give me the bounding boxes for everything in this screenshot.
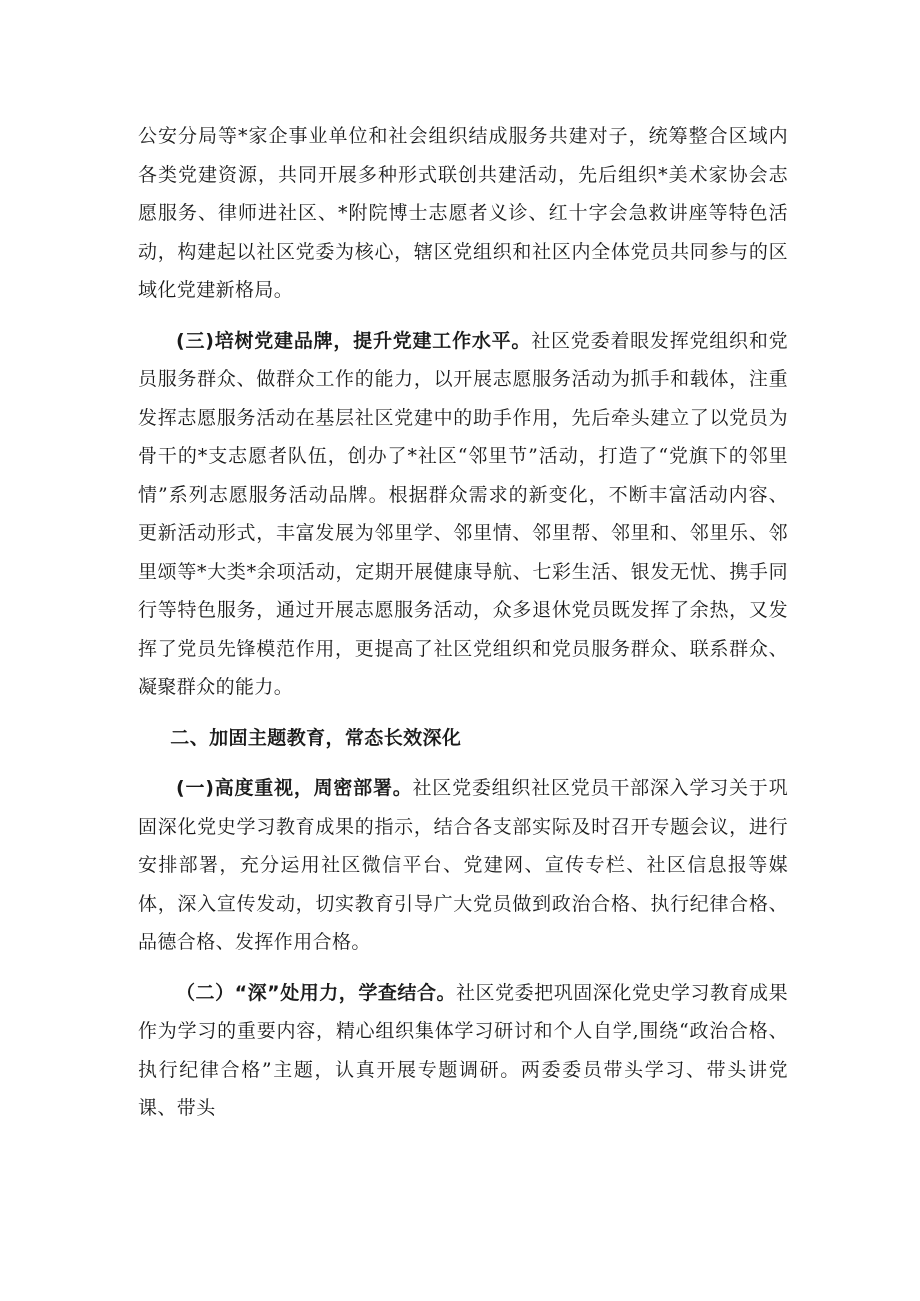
paragraph-study-inspection (138, 974, 788, 1128)
section-heading-theme-education: 二、加固主题教育，常态长效深化 (170, 726, 462, 749)
paragraph-intro (138, 117, 788, 310)
paragraph-brand-building-lead: (三)培树党建品牌，提升党建工作水平。 (176, 329, 532, 352)
paragraph-brand-building-text: 社区党委着眼发挥党组织和党员服务群众、做群众工作的能力，以开展志愿服务活动为抓手和载体，注重发挥志愿服务活动在基层社区党建中的助手作用，先后牵头建立了以党员为骨干的*支志愿者队伍，创办了*社区“邻里节”活动，打造了“党旗下的邻里情”系列志愿服务活动品牌。根据群众需求的新变化，不断丰富活动内容、更新活动形式，丰富发展为邻里学、邻里情、邻里帮、邻里和、邻里乐、邻里颂等*大类*余项活动，定期开展健康导航、七彩生活、银发无忧、携手同行等特色服务，通过开展志愿服务活动，众多退休党员既发挥了余热，又发挥了党员先锋模范作用，更提高了社区党组织和党员服务群众、联系群众、凝聚群众的能力。 (138, 329, 788, 698)
paragraph-deployment (138, 769, 788, 962)
paragraph-brand-building (138, 322, 788, 707)
paragraph-deployment-lead: (一)高度重视，周密部署。 (176, 777, 413, 799)
document-body (138, 117, 788, 1128)
paragraph-study-inspection-text: 社区党委把巩固深化党史学习教育成果作为学习的重要内容，精心组织集体学习研讨和个人自学,围绕“政治合格、执行纪律合格”主题，认真开展专题调研。两委委员带头学习、带头讲党课、带头 (138, 981, 788, 1119)
paragraph-study-inspection-lead: （二）“深”处用力，学查结合。 (176, 981, 457, 1004)
paragraph-intro-text: 公安分局等*家企事业单位和社会组织结成服务共建对子，统筹整合区域内各类党建资源，共同开展多种形式联创共建活动，先后组织*美术家协会志愿服务、律师进社区、*附院博士志愿者义诊、红十字会急救讲座等特色活动，构建起以社区党委为核心，辖区党组织和社区内全体党员共同参与的区域化党建新格局。 (138, 125, 788, 301)
paragraph-deployment-text: 社区党委组织社区党员干部深入学习关于巩固深化党史学习教育成果的指示，结合各支部实际及时召开专题会议，进行安排部署，充分运用社区微信平台、党建网、宣传专栏、社区信息报等媒体，深入宣传发动，切实教育引导广大党员做到政治合格、执行纪律合格、品德合格、发挥作用合格。 (138, 777, 788, 953)
